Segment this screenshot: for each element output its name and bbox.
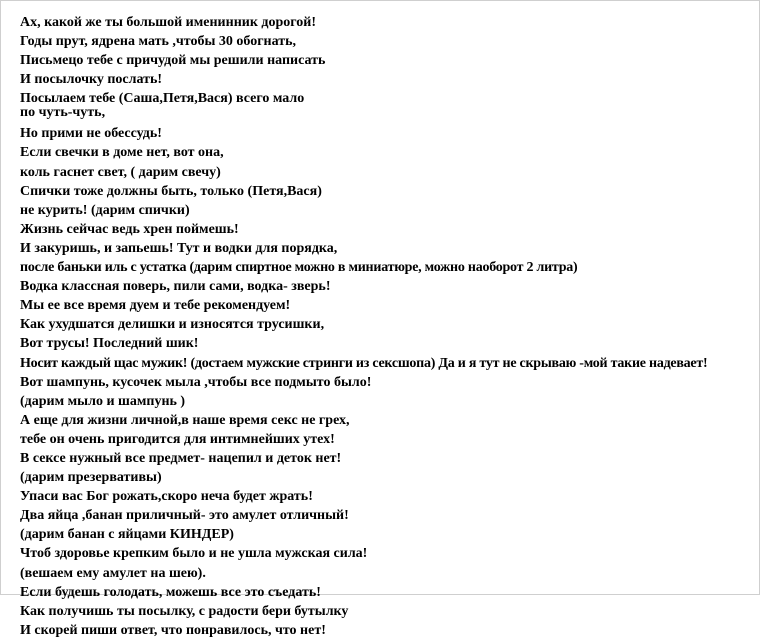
poem-line: не курить! (дарим спички) xyxy=(20,202,190,218)
poem-line: Мы ее все время дуем и тебе рекомендуем! xyxy=(20,298,291,314)
poem-line: Вот трусы! Последний шик! xyxy=(20,336,199,352)
poem-line: (дарим банан с яйцами КИНДЕР) xyxy=(20,527,234,543)
poem-line: А еще для жизни личной,в наше время секс не грех, xyxy=(20,412,350,428)
poem-line: (вешаем ему амулет на шею). xyxy=(20,565,206,581)
poem-line: Если свечки в доме нет, вот она, xyxy=(20,145,224,161)
poem-line: И посылочку послать! xyxy=(20,72,163,88)
poem-line: Жизнь сейчас ведь хрен поймешь! xyxy=(20,221,239,237)
poem-line: Как получишь ты посылку, с радости бери бутылку xyxy=(20,603,349,619)
poem-line: Упаси вас Бог рожать,скоро неча будет жрать! xyxy=(20,489,313,505)
poem-line: Ах, какой же ты большой именинник дорогой! xyxy=(20,15,316,30)
poem-line: (дарим мыло и шампунь ) xyxy=(20,393,186,409)
poem-line: Водка классная поверь, пили сами, водка- зверь! xyxy=(20,279,331,295)
poem-line: Посылаем тебе (Саша,Петя,Вася) всего мало xyxy=(20,91,305,107)
poem-text xyxy=(20,13,707,640)
poem-line: И скорей пиши ответ, что понравилось, что нет! xyxy=(20,622,326,638)
poem-line: после баньки иль с устатка (дарим спиртное можно в миниатюре, можно наоборот 2 литра) xyxy=(20,260,578,276)
poem-line: В сексе нужный все предмет- нацепил и деток нет! xyxy=(20,450,342,466)
poem-line: по чуть-чуть, xyxy=(20,105,106,121)
poem-line: Два яйца ,банан приличный- это амулет отличный! xyxy=(20,508,349,524)
poem-line: Спички тоже должны быть, только (Петя,Вася) xyxy=(20,183,322,199)
poem-line: И закуришь, и запьешь! Тут и водки для порядка, xyxy=(20,240,338,256)
poem-line: (дарим презервативы) xyxy=(20,470,162,486)
poem-line: Письмецо тебе с причудой мы решили написать xyxy=(20,53,326,69)
poem-line: Годы прут, ядрена мать ,чтобы 30 обогнать, xyxy=(20,34,297,50)
poem-line: тебе он очень пригодится для интимнейших утех! xyxy=(20,431,335,447)
poem-line: Чтоб здоровье крепким было и не ушла мужская сила! xyxy=(20,546,368,562)
poem-line: Вот шампунь, кусочек мыла ,чтобы все подмыто было! xyxy=(20,374,372,390)
poem-line: Если будешь голодать, можешь все это съедать! xyxy=(20,584,321,600)
poem-line: Как ухудшатся делишки и износятся трусишки, xyxy=(20,317,325,333)
poem-line: Носит каждый щас мужик! (достаем мужские стринги из сексшопа) Да и я тут не скрываю -мой такие надевает! xyxy=(20,355,708,371)
poem-line: Но прими не обессудь! xyxy=(20,126,162,142)
poem-line: коль гаснет свет, ( дарим свечу) xyxy=(20,164,221,180)
